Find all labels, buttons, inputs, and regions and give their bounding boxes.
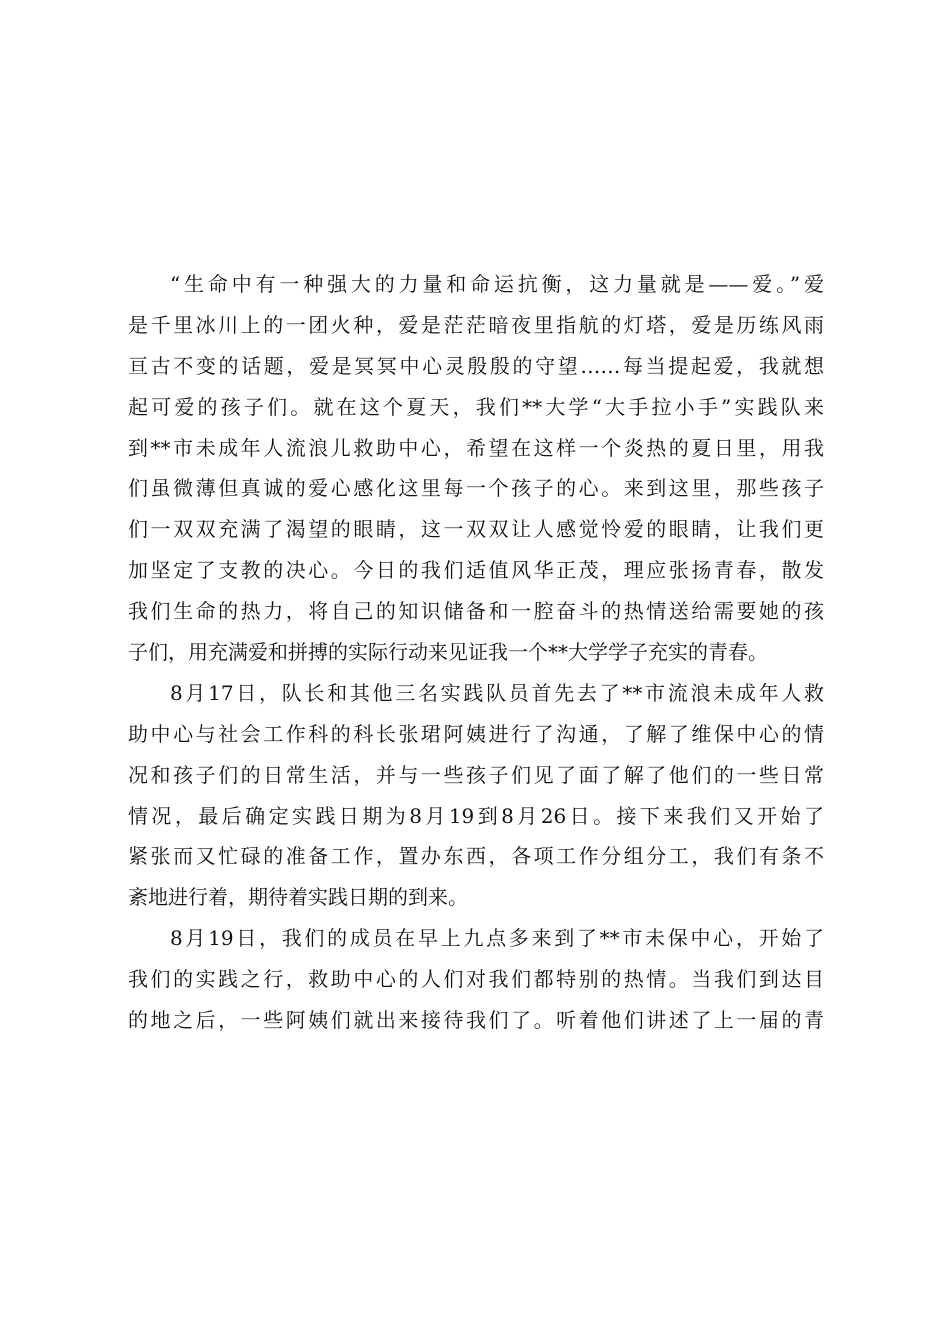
text-line: 是千里冰川上的一团火种，爱是茫茫暗夜里指航的灯塔，爱是历练风雨 (128, 312, 824, 337)
text-line: 助中心与社会工作科的科长张珺阿姨进行了沟通，了解了维保中心的情 (128, 721, 824, 746)
document-body (128, 264, 824, 1041)
text-line: 况和孩子们的日常生活，并与一些孩子们见了面了解了他们的一些日常 (128, 762, 824, 787)
text-line: 我们的实践之行，救助中心的人们对我们都特别的热情。当我们到达目 (128, 967, 824, 992)
text-line: 们一双双充满了渴望的眼睛，这一双双让人感觉怜爱的眼睛，让我们更 (128, 517, 824, 542)
text-line: 我们生命的热力，将自己的知识储备和一腔奋斗的热情送给需要她的孩 (128, 599, 824, 624)
paragraph (128, 918, 824, 1041)
text-line: 8月17日，队长和其他三名实践队员首先去了**市流浪未成年人救 (170, 680, 824, 705)
paragraph (128, 673, 824, 918)
paragraph (128, 264, 824, 673)
text-line: 紊地进行着，期待着实践日期的到来。 (128, 885, 468, 910)
text-line: 紧张而又忙碌的准备工作，置办东西，各项工作分组分工，我们有条不 (128, 844, 824, 869)
text-line: 子们，用充满爱和拼搏的实际行动来见证我一个**大学学子充实的青春。 (128, 640, 768, 665)
text-line: 起可爱的孩子们。就在这个夏天，我们**大学“大手拉小手”实践队来 (128, 394, 824, 419)
text-line: 的地之后，一些阿姨们就出来接待我们了。听着他们讲述了上一届的青 (128, 1008, 824, 1033)
text-line: 加坚定了支教的决心。今日的我们适值风华正茂，理应张扬青春，散发 (128, 558, 824, 583)
text-line: “生命中有一种强大的力量和命运抗衡，这力量就是——爱。”爱 (170, 272, 824, 296)
text-line: 们虽微薄但真诚的爱心感化这里每一个孩子的心。来到这里，那些孩子 (128, 476, 824, 501)
text-line: 情况，最后确定实践日期为8月19到8月26日。接下来我们又开始了 (128, 803, 824, 828)
text-line: 8月19日，我们的成员在早上九点多来到了**市未保中心，开始了 (170, 926, 824, 951)
text-line: 亘古不变的话题，爱是冥冥中心灵殷殷的守望……每当提起爱，我就想 (128, 353, 824, 378)
text-line: 到**市未成年人流浪儿救助中心，希望在这样一个炎热的夏日里，用我 (128, 435, 824, 460)
